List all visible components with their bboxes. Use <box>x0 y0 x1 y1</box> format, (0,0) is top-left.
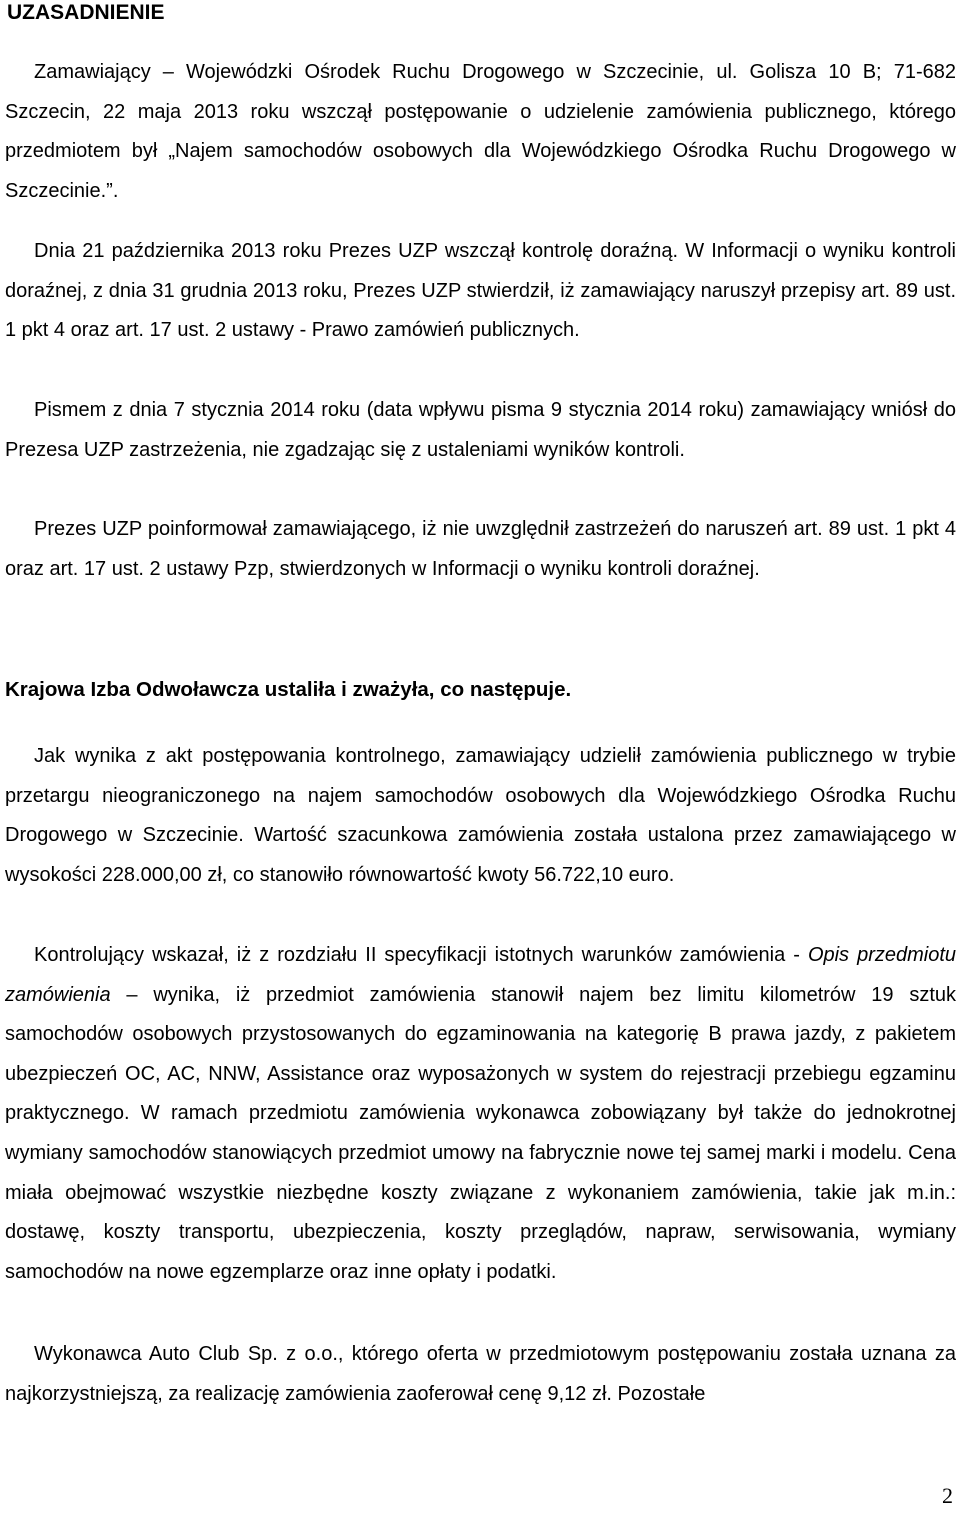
page-number: 2 <box>942 1483 953 1508</box>
specification-text-after: – wynika, iż przedmiot zamówienia stanowił najem bez limitu kilometrów 19 sztuk samochodów osobowych przystosowanych do egzaminowania na kategorię B prawa jazdy, z pakietem ubezpieczeń OC, AC, NNW, Assistance oraz wyposażonych w system do rejestracji przebiegu egzaminu praktycznego. W ramach przedmiotu zamówienia wykonawca zobowiązany był także do jednokrotnej wymiany samochodów stanowiących przedmiot umowy na fabrycznie nowe tej samej marki i modelu. Cena miała obejmować wszystkie niezbędne koszty związane z wykonaniem zamówienia, takie jak m.in.: dostawę, koszty transportu, ubezpieczenia, koszty przeglądów, napraw, serwisowania, wymiany samochodów na nowe egzemplarze oraz inne opłaty i podatki. <box>5 983 956 1283</box>
paragraph-inspection: Dnia 21 października 2013 roku Prezes UZP wszczął kontrolę doraźną. W Informacji o wyniku kontroli doraźnej, z dnia 31 grudnia 2013 roku, Prezes UZP stwierdził, iż zamawiający naruszył przepisy art. 89 ust. 1 pkt 4 oraz art. 17 ust. 2 ustawy - Prawo zamówień publicznych. <box>5 240 956 342</box>
specification-italic-title: Opis przedmiotu zamówienia <box>5 944 957 1006</box>
paragraph-objections: Pismem z dnia 7 stycznia 2014 roku (data wpływu pisma 9 stycznia 2014 roku) zamawiający wniósł do Prezesa UZP zastrzeżenia, nie zgadzając się z ustaleniami wyników kontroli. <box>5 399 956 461</box>
paragraph-proceedings-start: Zamawiający – Wojewódzki Ośrodek Ruchu Drogowego w Szczecinie, ul. Golisza 10 B; 71-682 Szczecin, 22 maja 2013 roku wszczął postępowanie o udzielenie zamówienia publicznego, którego przedmiotem był „Najem samochodów osobowych dla Wojewódzkiego Ośrodka Ruchu Drogowego w Szczecinie.”. <box>5 61 956 202</box>
section-subheading: Krajowa Izba Odwoławcza ustaliła i zważyła, co następuje. <box>5 678 572 701</box>
specification-text-before: Kontrolujący wskazał, iż z rozdziału II specyfikacji istotnych warunków zamówienia - <box>34 944 808 966</box>
paragraph-contractor: Wykonawca Auto Club Sp. z o.o., którego oferta w przedmiotowym postępowaniu została uznana za najkorzystniejszą, za realizację zamówienia zaoferował cenę 9,12 zł. Pozostałe <box>5 1343 956 1405</box>
paragraph-case-files: Jak wynika z akt postępowania kontrolnego, zamawiający udzielił zamówienia publicznego w trybie przetargu nieograniczonego na najem samochodów osobowych dla Wojewódzkiego Ośrodka Ruchu Drogowego w Szczecinie. Wartość szacunkowa zamówienia została ustalona przez zamawiającego w wysokości 228.000,00 zł, co stanowiło równowartość kwoty 56.722,10 euro. <box>5 745 956 886</box>
document-heading: UZASADNIENIE <box>7 1 165 24</box>
paragraph-specification <box>5 936 956 1292</box>
paragraph-president-response: Prezes UZP poinformował zamawiającego, iż nie uwzględnił zastrzeżeń do naruszeń art. 89 ust. 1 pkt 4 oraz art. 17 ust. 2 ustawy Pzp, stwierdzonych w Informacji o wyniku kontroli doraźnej. <box>5 518 956 580</box>
